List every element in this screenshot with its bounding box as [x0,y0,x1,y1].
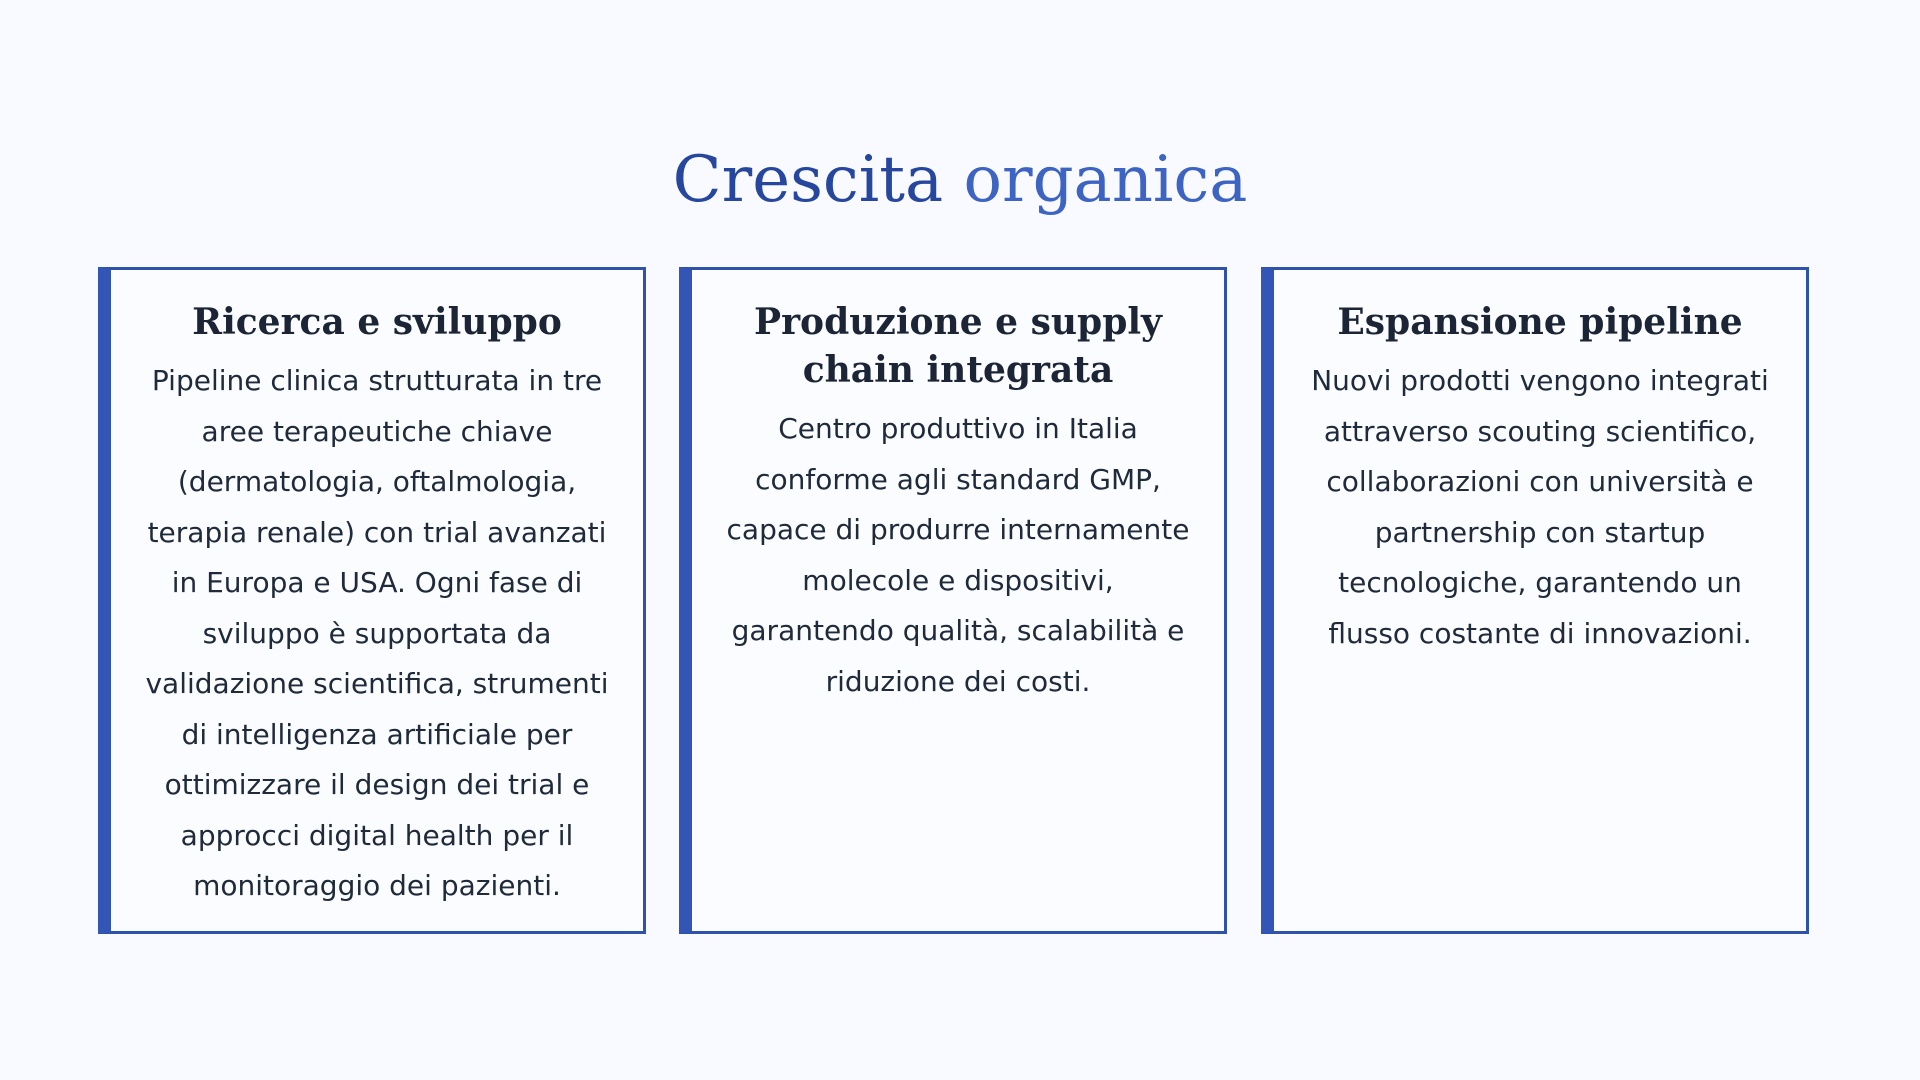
card-title: Ricerca e sviluppo [192,301,562,343]
card-title: Espansione pipeline [1337,301,1743,343]
card-espansione-pipeline [1261,267,1809,934]
card-body: Nuovi prodotti vengono integrati attraverso scouting scientifico, collaborazioni con università e partnership con startup tecnologiche, garantendo un flusso costante di innovazioni. [1311,364,1769,650]
slide-title-part-1: Crescita [672,143,944,217]
slide-title-part-2: organica [963,143,1248,217]
card-title: Produzione e supply chain integrata [754,301,1162,391]
card-ricerca-sviluppo [98,267,646,934]
card-body: Centro produttivo in Italia conforme agli standard GMP, capace di produrre internamente molecole e dispositivi, garantendo qualità, scalabilità e riduzione dei costi. [726,412,1190,698]
slide-title [0,138,1920,222]
card-produzione-supply-chain [679,267,1227,934]
card-body: Pipeline clinica strutturata in tre aree terapeutiche chiave (dermatologia, oftalmologia, terapia renale) con trial avanzati in Europa e USA. Ogni fase di sviluppo è supportata da validazione scientifica, strumenti di intelligenza artificiale per ottimizzare il design dei trial e approcci digital health per il monitoraggio dei pazienti. [145,364,609,902]
